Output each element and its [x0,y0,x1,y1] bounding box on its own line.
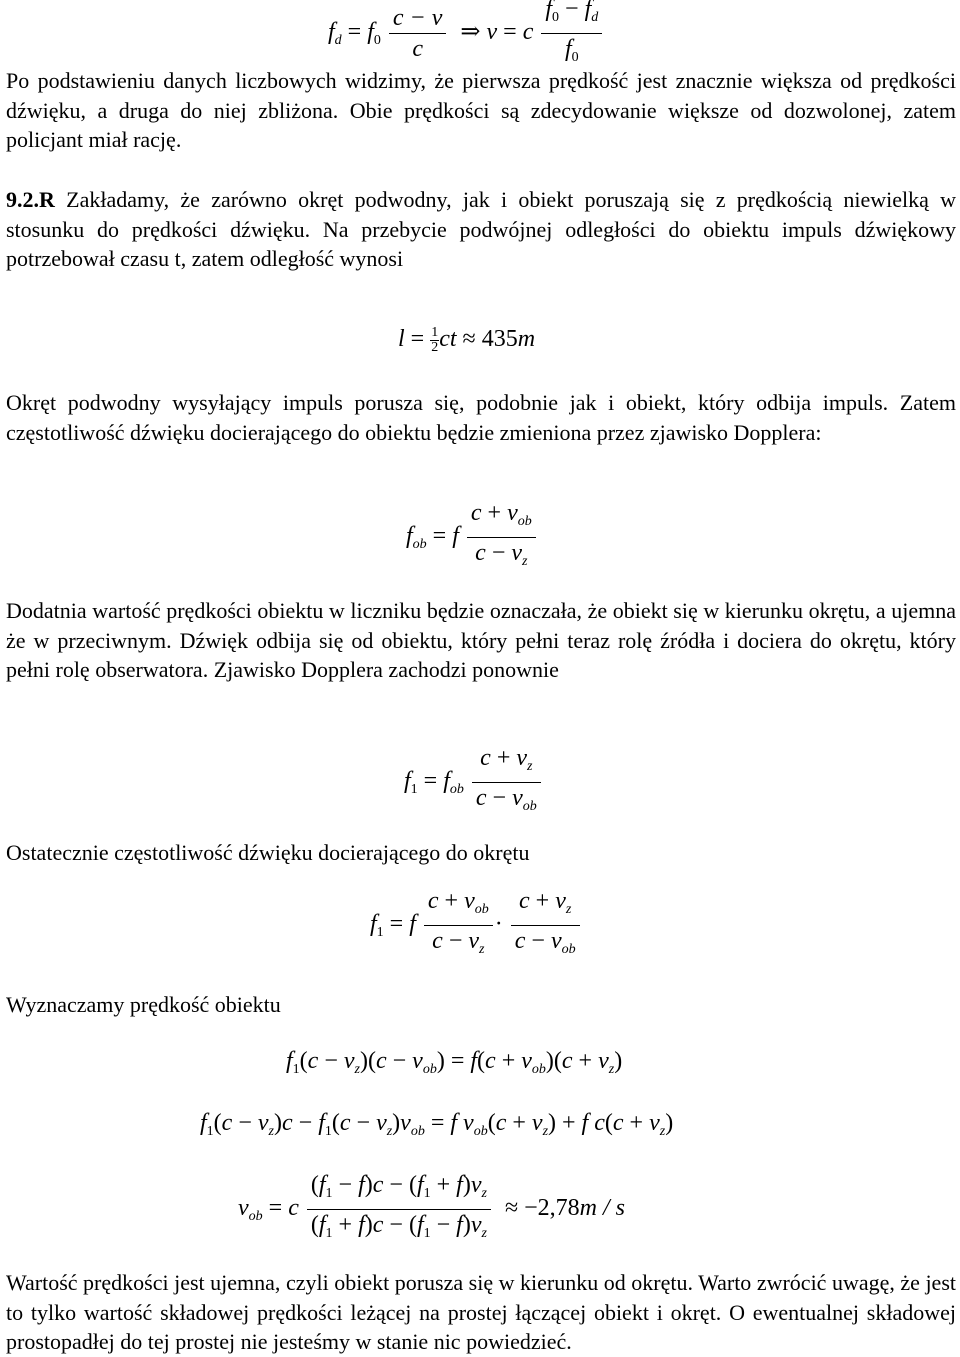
distance-value: 435 [481,326,518,353]
paragraph-problem-9-2 [6,185,956,274]
equation-v-ob: $v_{ob} = c$ $\frac{(f_1 - f)c - (f_1 + f)v_z}{(f_1 + f)c - (f_1 - f)v_z}$ ≈ −2,78m / s [238,1172,625,1241]
paragraph-final-frequency: Ostatecznie częstotliwość dźwięku docierającego do okrętu [6,840,530,865]
equation-distance: l = $\frac{1}{2}$ ct ≈ 435m [398,325,536,355]
paragraph-doppler-intro: Okręt podwodny wysyłający impuls porusza się, podobnie jak i obiekt, który odbija impuls. Zatem częstotliwość dźwięku docierającego do obiektu będzie zmieniona przez zjawisko Dopplera: [6,390,956,445]
paragraph-final-remark: Wartość prędkości jest ujemna, czyli obiekt porusza się w kierunku od okrętu. Warto zwrócić uwagę, że jest to tylko wartość składowej prędkości leżącej na prostej łączącej obiekt i okręt. O ewentualnej składowej prostopadłej do tej prostej nie jesteśmy w stanie nic powiedzieć. [6,1270,956,1354]
paragraph-determine-speed: Wyznaczamy prędkość obiektu [6,992,281,1017]
equation-f-ob: $f_{ob} = f$ $\frac{c + v_{ob}}{c - v_z}$ [406,498,538,577]
problem-label: 9.2.R [6,187,55,212]
equation-expanded-1: $f_1(c - v_z)(c - v_{ob}) = f(c + v_{ob})(c + v_z)$ [286,1048,623,1077]
paragraph-conclusion: Po podstawieniu danych liczbowych widzimy, że pierwsza prędkość jest znacznie większa od prędkości dźwięku, a druga do niej zbliżona. Obie prędkości są zdecydowanie większe od dozwolonej, zatem policjant miał rację. [6,68,956,152]
equation-expanded-2: $f_1(c - v_z)c - f_1(c - v_z)v_{ob} = f$ $v_{ob}(c + v_z) + f$ $c(c + v_z)$ [200,1110,674,1139]
equation-doppler-speed: $f_d = f_0$ $\frac{c - v}{c}$ ⇒ v = c $\frac{f_0 - f_d}{f_0}$ [328,0,604,73]
equation-f1: $f_1 = f_{ob}$ $\frac{c + v_z}{c - v_{ob}}$ [404,743,543,822]
problem-text: Zakładamy, że zarówno okręt podwodny, jak i obiekt poruszają się z prędkością niewielką w stosunku do prędkości dźwięku. Na przebycie podwójnej odległości do obiektu impuls dźwiękowy potrzebował czasu t, zatem odległość wynosi [6,187,956,271]
distance-unit: m [517,326,536,353]
result-value: −2,78 [524,1195,580,1222]
paragraph-sign-convention: Dodatnia wartość prędkości obiektu w liczniku będzie oznaczała, że obiekt się w kierunku okrętu, a ujemna że w przeciwnym. Dźwięk odbija się od obiektu, który pełni teraz rolę źródła i dociera do okrętu, który pełni rolę obserwatora. Zjawisko Dopplera zachodzi ponownie [6,598,956,682]
result-unit: m / s [579,1195,625,1222]
equation-f1-full: $f_1 = f$ $\frac{c + v_{ob}}{c - v_z}$ · $\frac{c + v_z}{c - v_{ob}}$ [370,886,582,965]
